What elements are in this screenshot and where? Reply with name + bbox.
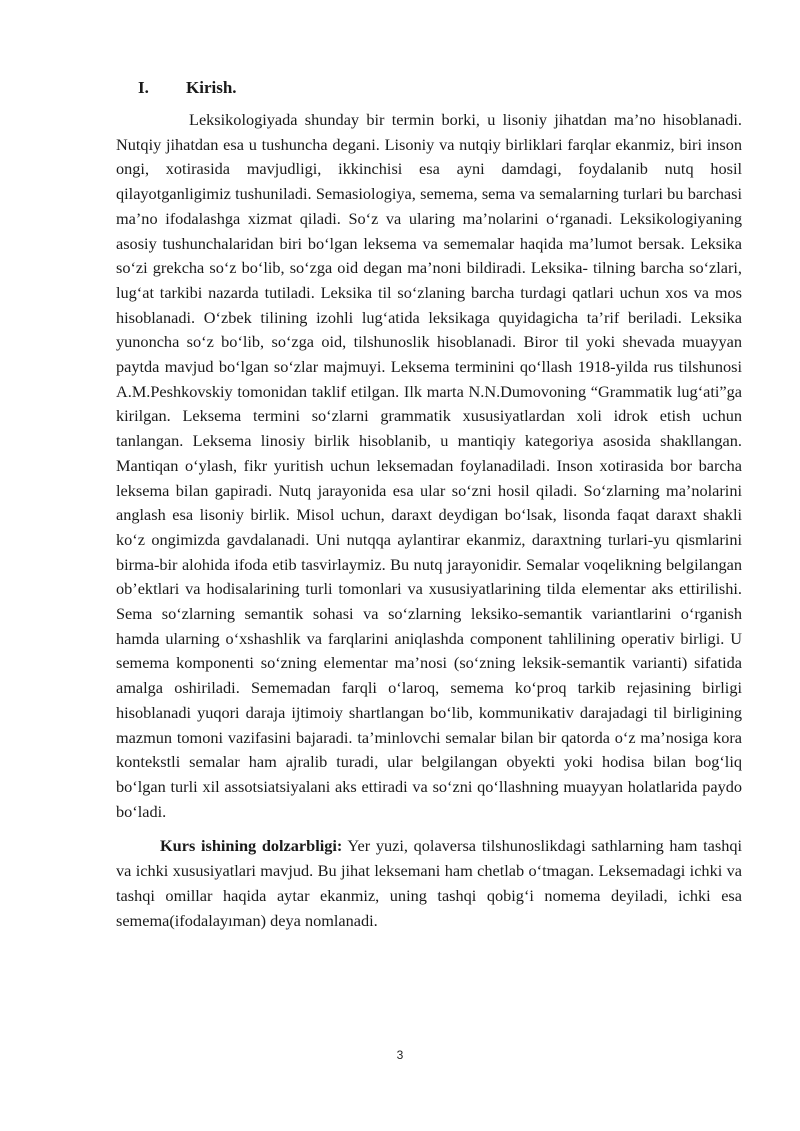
document-page — [116, 76, 742, 933]
relevance-paragraph — [116, 834, 742, 933]
section-heading — [116, 76, 742, 100]
relevance-lead: Kurs ishining dolzarbligi: — [160, 836, 343, 856]
section-number: I. — [138, 78, 149, 97]
intro-paragraph: Leksikologiyada shunday bir termin borki, u lisoniy jihatdan ma’no hisoblanadi. Nutqiy jihatdan esa u tushuncha degani. Lisoniy va nutqiy birliklari farqlar ekanmiz, biri inson ongi, xotirasida mavjudligi, ikkinchisi esa ayni damdagi, foydalanib nutq hosil qilayotganligimiz tushuniladi. Semasiologiya, semema, sema va semalarning turlari bu barchasi ma’no ifodalashga xizmat qiladi. So‘z va ularing ma’nolarini o‘rganadi. Leksikologiyaning asosiy tushunchalaridan biri bo‘lgan leksema va sememalar haqida ma’lumot bersak. Leksika so‘zi grekcha so‘z bo‘lib, so‘zga oid degan ma’noni bildiradi. Leksika- tilning barcha so‘zlari, lug‘at tarkibi nazarda tutiladi. Leksika til so‘zlaning barcha turdagi qatlari uchun xos va mos hisoblanadi. O‘zbek tilining izohli lug‘atida leksikaga quyidagicha ta’rif beriladi. Leksika yunoncha so‘z bo‘lib, so‘zga oid, tilshunoslik hisoblanadi. Biror til yoki shevada muayyan paytda mavjud bo‘lgan so‘zlar majmuyi. Leksema terminini qo‘llash 1918-yilda rus tilshunosi A.M.Peshkovskiy tomonidan taklif etilgan. Ilk marta N.N.Dumovoning “Grammatik lug‘ati”ga kirilgan. Leksema termini so‘zlarni grammatik xususiyatlardan xoli idrok etish uchun tanlangan. Leksema linosiy birlik hisoblanib, u mantiqiy kategoriya asosida shakllangan. Mantiqan o‘ylash, fikr yuritish uchun leksemadan foylanadiladi. Inson xotirasida bor barcha leksema bilan gapiradi. Nutq jarayonida esa ular so‘zni hosil qiladi. So‘zlarning ma’nolarini anglash esa lisoniy birlik. Misol uchun, daraxt deydigan bo‘lsak, lisonda faqat daraxt shakli ko‘z ongimizda gavdalanadi. Uni nutqqa aylantirar ekanmiz, daraxtning turlari-yu qismlarini birma-bir alohida ifoda etib tasvirlaymiz. Bu nutq jarayonidir. Semalar voqelikning belgilangan ob’ektlari va hodisalarining turli tomonlari va xususiyatlarining tilda elementar aks ettirilishi. Sema so‘zlarning semantik sohasi va so‘zlarning leksiko-semantik variantlarini o‘rganish hamda ularning o‘xshashlik va farqlarini aniqlashda component tahlilining operativ birligi. U semema komponenti so‘zning elementar ma’nosi (so‘zning leksik-semantik varianti) sifatida amalga oshiriladi. Sememadan farqli o‘laroq, semema ko‘proq tarkib rejasining birligi hisoblanadi yuqori daraja ijtimoiy shartlangan bo‘lib, kommunikativ darajadagi til birligining mazmun tomoni vazifasini bajaradi. ta’minlovchi semalar bilan bir qatorda o‘z ma’nosiga kora kontekstli semalar ham ajralib turadi, ular belgilangan obyekti yoki hodisa bilan bog‘liq bo‘lgan turli xil assotsiatsiyalani aks ettiradi va so‘zni qo‘llashning muayyan holatlarida paydo bo‘ladi. — [116, 110, 742, 821]
relevance-text: Yer yuzi, qolaversa tilshunoslikdagi sathlarning ham tashqi va ichki xususiyatlari mavjud. Bu jihat leksemani ham chetlab o‘tmagan. Leksemadagi ichki va tashqi omillar haqida aytar ekanmiz, uning tashqi qobig‘i nomema deyiladi, ichki esa semema(ifodalayıman) deya nomlanadi. — [116, 836, 742, 930]
page-number: 3 — [396, 1048, 404, 1062]
section-title: Kirish. — [186, 78, 237, 97]
